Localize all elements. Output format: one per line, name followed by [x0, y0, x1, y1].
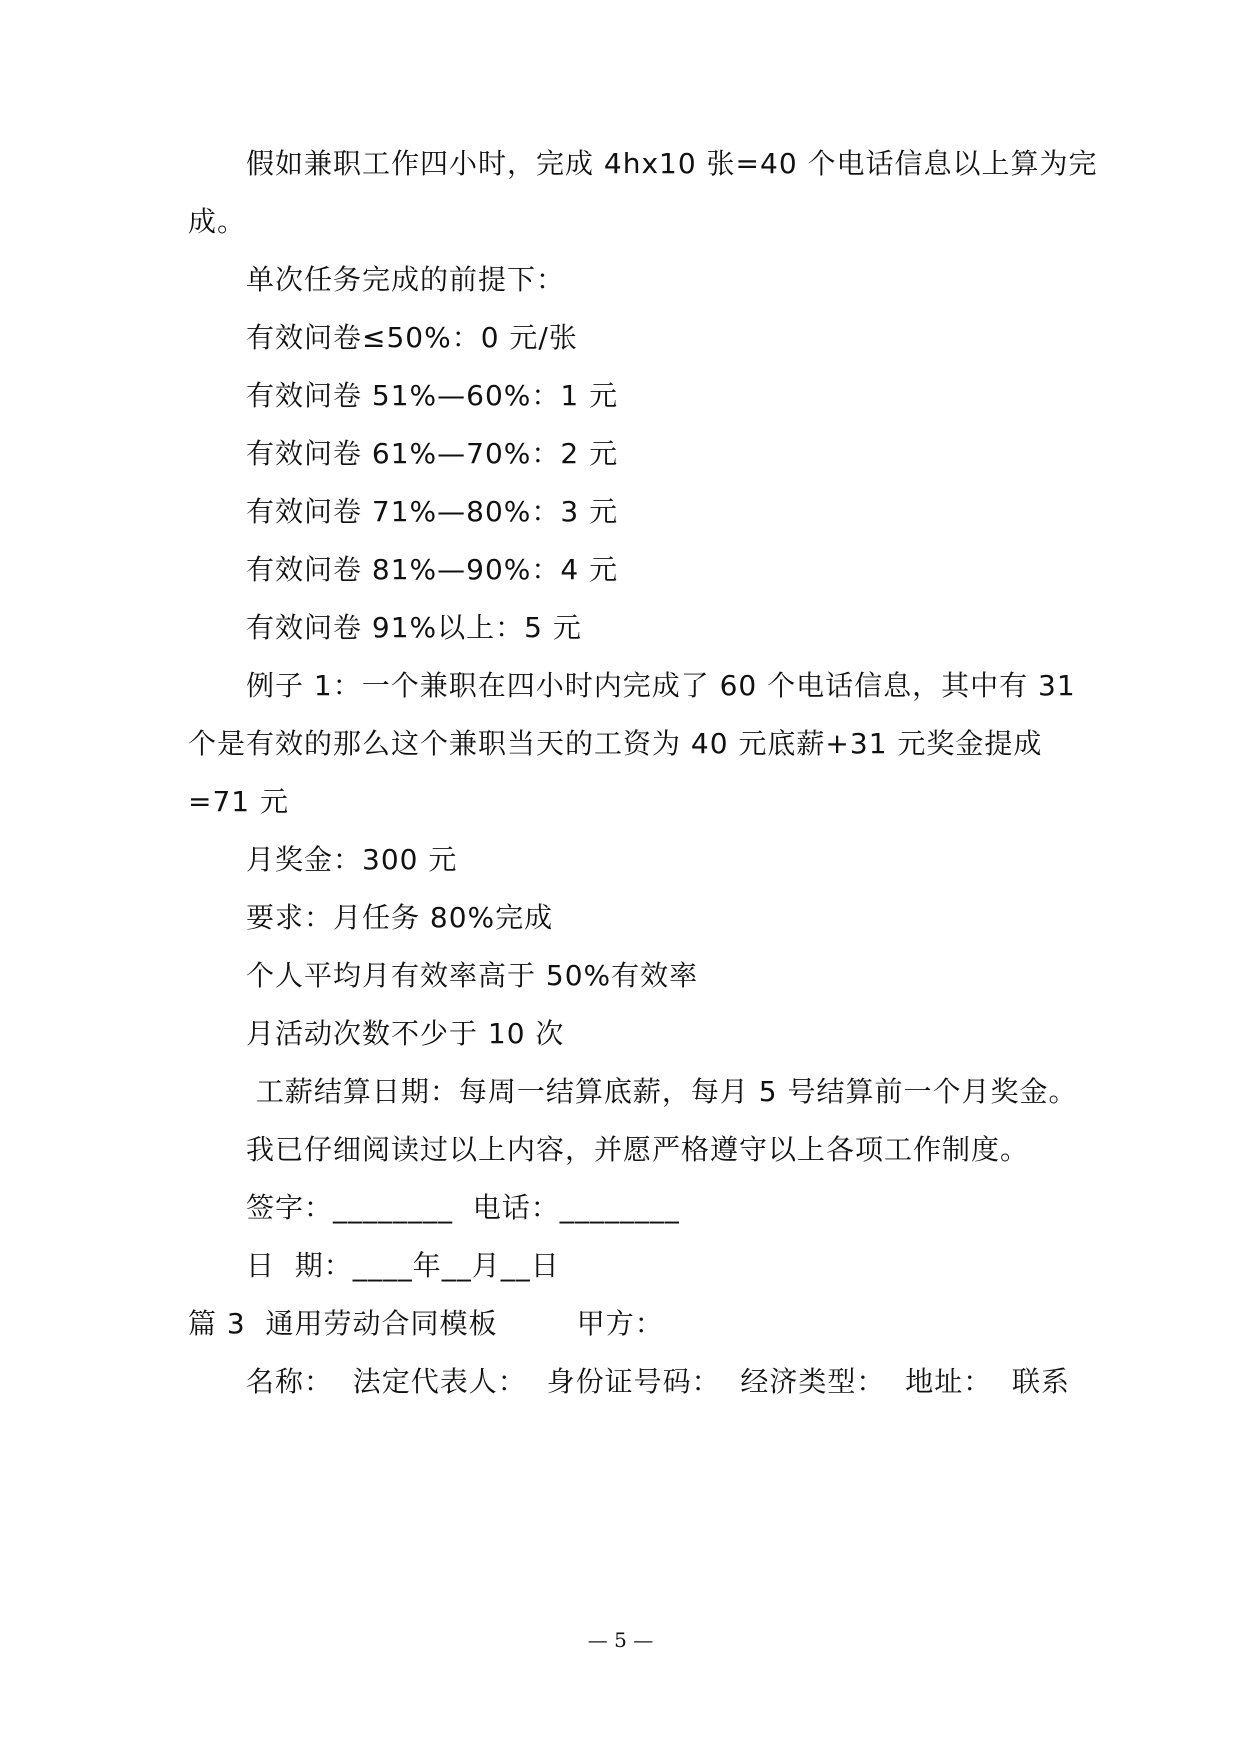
date-line: 日 期：____年__月__日 — [246, 1249, 560, 1282]
paragraph-line: 工薪结算日期：每周一结算底薪，每月 5 号结算前一个月奖金。 — [246, 1075, 1078, 1108]
paragraph-line: 例子 1：一个兼职在四小时内完成了 60 个电话信息，其中有 31 — [246, 669, 1076, 702]
paragraph-line: 单次任务完成的前提下： — [246, 263, 566, 296]
paragraph-line: 名称： 法定代表人： 身份证号码： 经济类型： 地址： 联系 — [246, 1365, 1071, 1398]
paragraph-line: 个人平均月有效率高于 50%有效率 — [246, 959, 699, 992]
paragraph-line: 有效问卷 61%—70%：2 元 — [246, 437, 619, 470]
section-heading: 篇 3 通用劳动合同模板 甲方： — [188, 1307, 664, 1340]
paragraph-line: 我已仔细阅读过以上内容，并愿严格遵守以上各项工作制度。 — [246, 1133, 1030, 1166]
paragraph-line: 个是有效的那么这个兼职当天的工资为 40 元底薪+31 元奖金提成 — [188, 727, 1043, 760]
page-number: — 5 — — [587, 1628, 654, 1652]
paragraph-line: 假如兼职工作四小时，完成 4hx10 张=40 个电话信息以上算为完 — [246, 147, 1098, 180]
paragraph-line: 要求：月任务 80%完成 — [246, 901, 554, 934]
paragraph-line: 有效问卷≤50%：0 元/张 — [246, 321, 578, 354]
paragraph-line: =71 元 — [188, 785, 289, 818]
paragraph-line: 有效问卷 71%—80%：3 元 — [246, 495, 619, 528]
paragraph-line: 有效问卷 81%—90%：4 元 — [246, 553, 619, 586]
paragraph-line: 有效问卷 91%以上：5 元 — [246, 611, 582, 644]
paragraph-line: 月奖金：300 元 — [246, 843, 458, 876]
paragraph-line: 有效问卷 51%—60%：1 元 — [246, 379, 619, 412]
signature-line: 签字：________ 电话：________ — [246, 1191, 680, 1224]
paragraph-line: 成。 — [188, 205, 247, 238]
paragraph-line: 月活动次数不少于 10 次 — [246, 1017, 565, 1050]
